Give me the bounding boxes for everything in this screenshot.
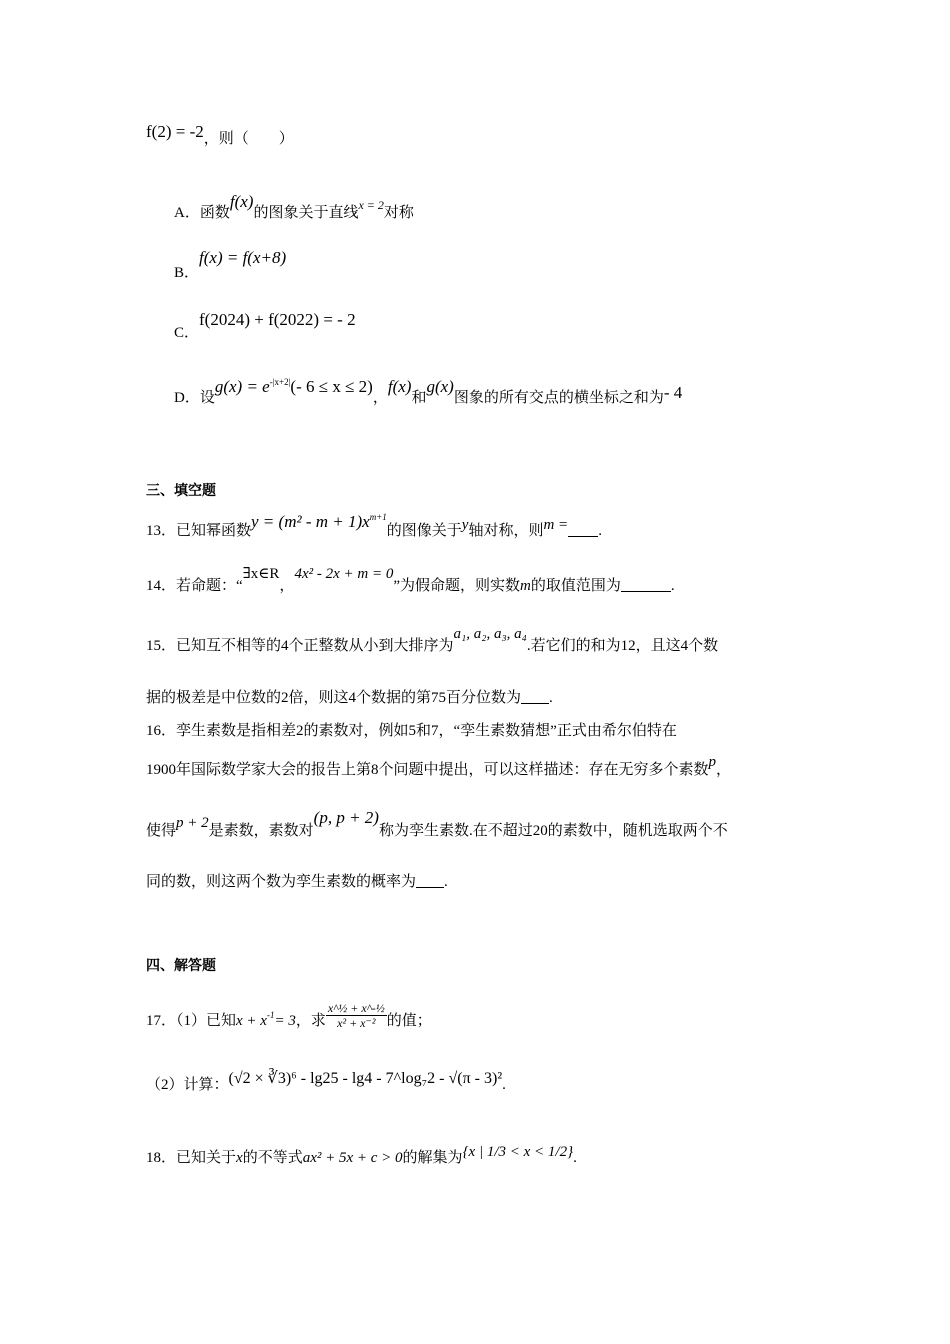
q18-solution-set: {x | 1/3 < x < 1/2} xyxy=(462,1144,574,1160)
option-d-value: - 4 xyxy=(663,383,683,402)
q16-pair: (p, p + 2) xyxy=(313,808,379,827)
q16-line3-b: 是素数，素数对 xyxy=(208,823,314,839)
option-d-comma: ， xyxy=(372,390,388,406)
q13-exp: m+1 xyxy=(369,512,387,522)
option-c-label: C． xyxy=(174,325,200,341)
option-b-label: B． xyxy=(174,265,200,281)
q18 xyxy=(146,1144,577,1168)
q14-comma: ， xyxy=(279,578,295,594)
q16-line4-text: 同的数，则这两个数为孪生素数的概率为 xyxy=(146,874,417,890)
q14-formula2: 4x² - 2x + m = 0 xyxy=(294,566,394,582)
option-d-g: g(x) xyxy=(426,377,454,396)
q14-answer-blank[interactable] xyxy=(621,577,671,592)
q18-var: x xyxy=(236,1150,243,1166)
q17-cond: x + x xyxy=(236,1013,267,1029)
option-a-formula2: x = 2 xyxy=(358,198,384,212)
q15-start: 15．已知互不相等的4个正整数从小到大排序为 xyxy=(146,638,454,654)
q16-line2-end: ， xyxy=(716,762,732,778)
q16-answer-blank[interactable] xyxy=(416,873,444,888)
option-a-formula1: f(x) xyxy=(229,192,254,211)
option-d xyxy=(174,377,683,408)
q15-sequence: a₁, a₂, a₃, a₄ xyxy=(453,626,527,642)
option-a-end: 对称 xyxy=(383,205,414,221)
q16-line2-text: 1900年国际数学家大会的报告上第8个问题中提出，可以这样描述：存在无穷多个素数 xyxy=(146,762,709,778)
option-a xyxy=(174,192,414,223)
q13-formula: y = (m² - m + 1)x xyxy=(251,512,370,531)
q13-axis: y xyxy=(461,517,469,533)
q17-cond-exp: -1 xyxy=(266,1010,275,1020)
q14-end: 的取值范围为 xyxy=(530,578,621,594)
q15-tail: . xyxy=(549,690,553,706)
q15-answer-blank[interactable] xyxy=(521,689,549,704)
q12-formula: f(2) = -2 xyxy=(146,122,204,141)
q15-line2-text: 据的极差是中位数的2倍，则这4个数据的第75百分位数为 xyxy=(146,690,522,706)
option-b xyxy=(174,248,287,283)
q17-cond-end: = 3 xyxy=(274,1013,296,1029)
q15-end: .若它们的和为12，且这4个数 xyxy=(526,638,719,654)
option-b-formula: f(x) = f(x+8) xyxy=(199,248,287,267)
q18-mid: 的不等式 xyxy=(242,1150,303,1166)
q18-num: 18．已知关于 xyxy=(146,1150,237,1166)
section-3-title: 三、填空题 xyxy=(146,483,216,499)
q12-text: ，则（ ） xyxy=(203,131,294,147)
q15-line2 xyxy=(146,688,553,708)
option-d-and: 和 xyxy=(411,390,427,406)
q17-part1 xyxy=(146,1001,432,1036)
q16-line3 xyxy=(146,808,728,841)
option-a-mid: 的图象关于直线 xyxy=(253,205,359,221)
q13-num: 13．已知幂函数 xyxy=(146,523,252,539)
option-c xyxy=(174,310,356,343)
q17-num: 17．（1）已知 xyxy=(146,1013,237,1029)
option-a-label: A．函数 xyxy=(174,205,230,221)
q18-tail: . xyxy=(573,1150,577,1166)
q13-answer-blank[interactable] xyxy=(568,522,598,537)
q17-ask: ，求 xyxy=(295,1013,326,1029)
q16-line1: 16．孪生素数是指相差2的素数对，例如5和7，“孪生素数猜想”正式由希尔伯特在 xyxy=(146,723,677,739)
option-d-g-formula: g(x) = e xyxy=(214,377,270,396)
q14-var: m xyxy=(520,578,531,594)
q14-mid: ”为假命题，则实数 xyxy=(393,578,520,594)
q14-formula1: ∃x∈R xyxy=(242,566,280,582)
q15-line1 xyxy=(146,626,719,656)
q13 xyxy=(146,512,602,541)
q12-tail-line xyxy=(146,122,294,149)
option-d-exp: -|x+2| xyxy=(269,377,291,387)
option-c-formula: f(2024) + f(2022) = - 2 xyxy=(199,310,356,329)
q17-part2-end: . xyxy=(502,1077,506,1093)
q14-tail: . xyxy=(670,578,675,594)
q16-line2 xyxy=(146,754,732,780)
option-d-f: f(x) xyxy=(387,377,412,396)
q18-end: 的解集为 xyxy=(402,1150,463,1166)
q16-line3-a: 使得 xyxy=(146,823,177,839)
option-d-label: D．设 xyxy=(174,390,215,406)
q17-part2-label: （2）计算： xyxy=(146,1077,229,1093)
q17-frac-num: x^½ + x^-½ xyxy=(327,1001,385,1016)
q14-num: 14．若命题：“ xyxy=(146,578,243,594)
q14 xyxy=(146,566,675,596)
q13-var: m = xyxy=(543,517,569,533)
q13-tail: . xyxy=(598,523,602,539)
section-4-title: 四、解答题 xyxy=(146,958,216,974)
q18-inequality: ax² + 5x + c > 0 xyxy=(302,1150,403,1166)
q13-mid: 的图像关于 xyxy=(386,523,462,539)
q17-part2 xyxy=(146,1070,506,1095)
option-d-domain: (- 6 ≤ x ≤ 2) xyxy=(290,377,373,396)
q16-p: p xyxy=(708,754,717,770)
q16-tail: . xyxy=(444,874,448,890)
q13-end: 轴对称，则 xyxy=(468,523,544,539)
q17-end: 的值； xyxy=(386,1013,432,1029)
option-d-end: 图象的所有交点的横坐标之和为 xyxy=(453,390,664,406)
q17-frac-den: x² + x⁻² xyxy=(337,1016,376,1031)
q16-line3-c: 称为孪生素数.在不超过20的素数中，随机选取两个不 xyxy=(378,823,728,839)
q17-fraction xyxy=(326,1001,387,1030)
q17-expression: (√2 × ∛3)⁶ - lg25 - lg4 - 7^log₇2 - √(π - 3)² xyxy=(228,1070,503,1087)
q16-p2: p + 2 xyxy=(176,815,209,831)
q16-line4 xyxy=(146,872,448,892)
